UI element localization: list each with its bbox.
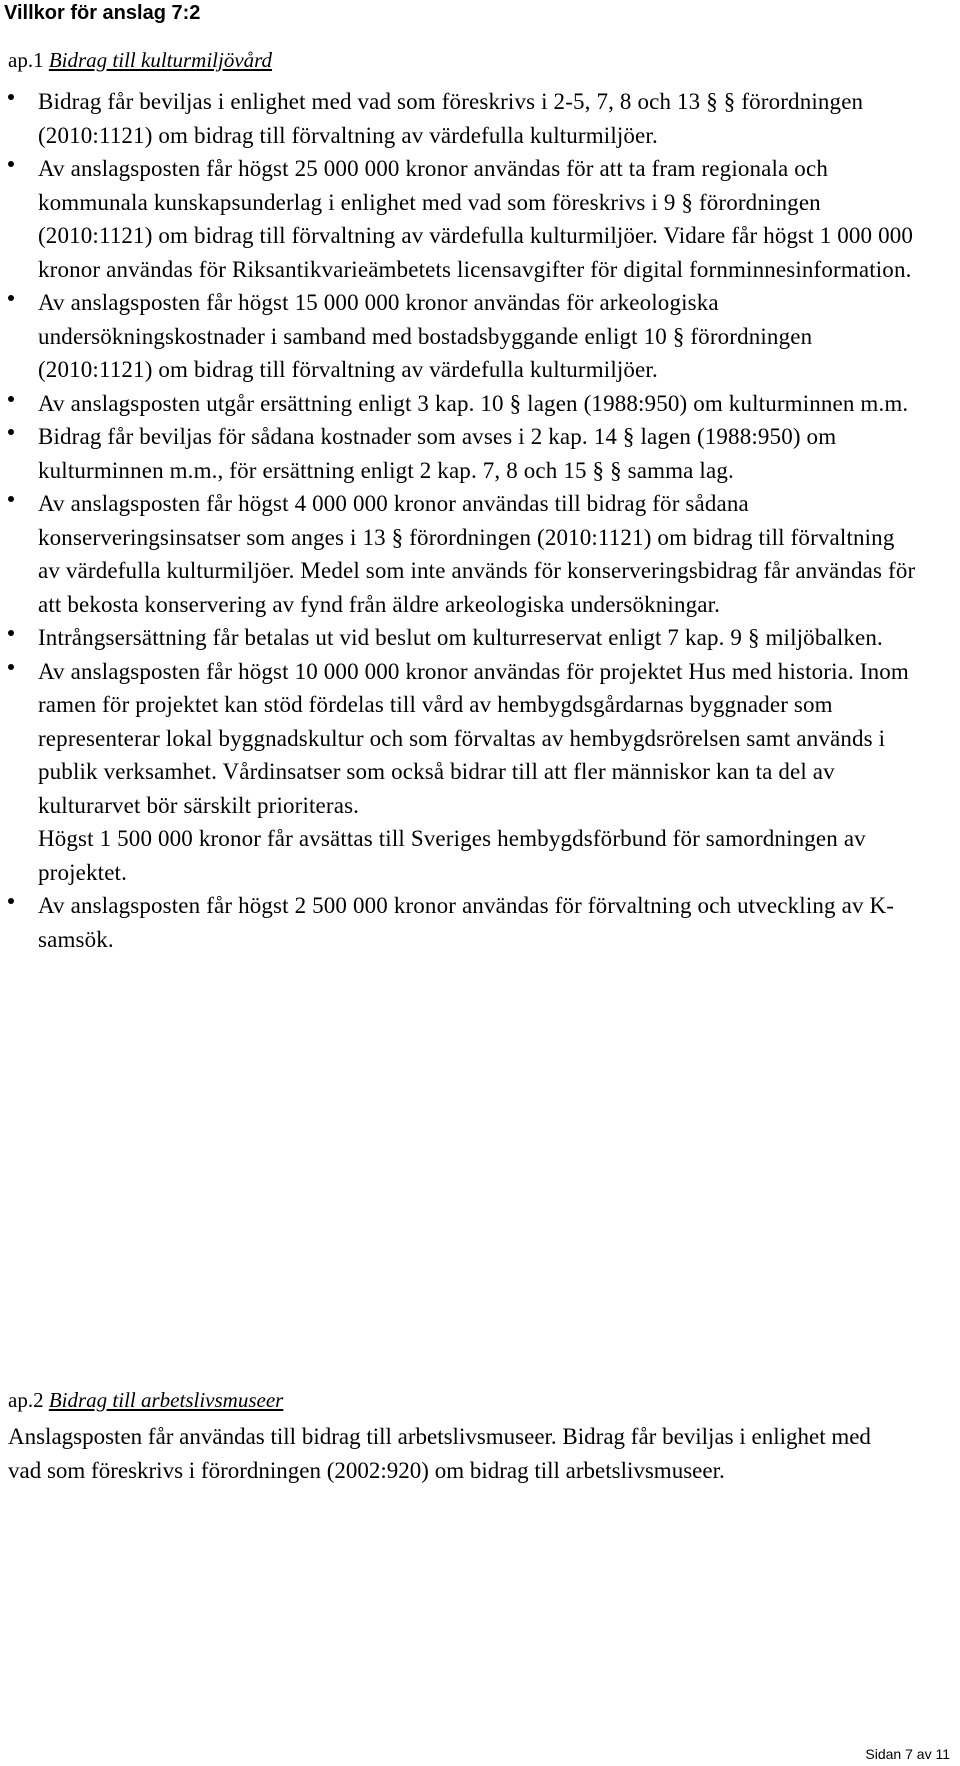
bullet-icon bbox=[8, 898, 14, 904]
bullet-icon bbox=[8, 429, 14, 435]
section-title: Bidrag till kulturmiljövård bbox=[48, 48, 273, 72]
list-item-text: Av anslagsposten får högst 15 000 000 kronor användas för arkeologiska undersökningskostnader i samband med bostadsbyggande enligt 10 § förordningen (2010:1121) om bidrag till förvaltning av värdefulla kulturmiljöer. bbox=[38, 290, 813, 382]
page-title: Villkor för anslag 7:2 bbox=[4, 2, 201, 24]
list-item bbox=[0, 152, 920, 286]
list-item-text: Av anslagsposten utgår ersättning enligt 3 kap. 10 § lagen (1988:950) om kulturminnen m.m. bbox=[38, 390, 909, 416]
list-item-text: Intrångsersättning får betalas ut vid beslut om kulturreservat enligt 7 kap. 9 § miljöbalken. bbox=[38, 625, 883, 650]
list-item-text: Av anslagsposten får högst 4 000 000 kronor användas till bidrag för sådana konserveringsinsatser som anges i 13 § förordningen (2010:1121) om bidrag till förvaltning av värdefulla kulturmiljöer. Medel som inte används för konserveringsbidrag får användas för att bekosta konservering av fynd från äldre arkeologiska undersökningar. bbox=[38, 491, 916, 617]
bullet-icon bbox=[8, 161, 14, 167]
bullet-icon bbox=[8, 396, 14, 402]
list-item-text: Av anslagsposten får högst 2 500 000 kronor användas för förvaltning och utveckling av K-samsök. bbox=[38, 893, 895, 952]
section-title: Bidrag till arbetslivsmuseer bbox=[48, 1388, 284, 1412]
section-body: Anslagsposten får användas till bidrag till arbetslivsmuseer. Bidrag får beviljas i enlighet med vad som föreskrivs i förordningen (2002:920) om bidrag till arbetslivsmuseer. bbox=[8, 1424, 871, 1483]
list-item bbox=[0, 487, 920, 621]
list-item bbox=[0, 655, 920, 890]
bullet-icon bbox=[8, 630, 14, 636]
section-number: ap.1 bbox=[8, 48, 44, 72]
list-item bbox=[0, 85, 920, 152]
list-item bbox=[0, 420, 920, 487]
list-item bbox=[0, 621, 920, 655]
page-footer: Sidan 7 av 11 bbox=[865, 1746, 950, 1762]
list-item bbox=[0, 889, 920, 956]
list-item-text: Bidrag får beviljas för sådana kostnader som avses i 2 kap. 14 § lagen (1988:950) om kulturminnen m.m., för ersättning enligt 2 kap. 7, 8 och 15 § § samma lag. bbox=[38, 424, 837, 483]
section-number: ap.2 bbox=[8, 1388, 44, 1412]
section-heading-ap2 bbox=[8, 1388, 283, 1413]
section-heading-ap1 bbox=[8, 48, 272, 73]
list-item-extra-text: Högst 1 500 000 kronor får avsättas till Sveriges hembygdsförbund för samordningen av projektet. bbox=[38, 826, 866, 885]
list-item-text: Av anslagsposten får högst 25 000 000 kronor användas för att ta fram regionala och kommunala kunskapsunderlag i enlighet med vad som föreskrivs i 9 § förordningen (2010:1121) om bidrag till förvaltning av värdefulla kulturmiljöer. Vidare får högst 1 000 000 kronor användas för Riksantikvarieämbetets licensavgifter för digital fornminnesinformation. bbox=[38, 156, 914, 282]
list-item bbox=[0, 387, 920, 421]
list-item-text: Av anslagsposten får högst 10 000 000 kronor användas för projektet Hus med historia. Inom ramen för projektet kan stöd fördelas till vård av hembygdsgårdarnas byggnader som representerar lokal byggnadskultur och som förvaltas av hembygdsrörelsen samt används i publik verksamhet. Vårdinsatser som också bidrar till att fler människor kan ta del av kulturarvet bör särskilt prioriteras. bbox=[38, 658, 909, 818]
bullet-icon bbox=[8, 664, 14, 670]
bullet-icon bbox=[8, 295, 14, 301]
list-item-text: Bidrag får beviljas i enlighet med vad som föreskrivs i 2-5, 7, 8 och 13 § § förordningen (2010:1121) om bidrag till förvaltning av värdefulla kulturmiljöer. bbox=[38, 89, 864, 148]
condition-list bbox=[0, 85, 920, 956]
bullet-icon bbox=[8, 94, 14, 100]
bullet-icon bbox=[8, 496, 14, 502]
list-item bbox=[0, 286, 920, 387]
